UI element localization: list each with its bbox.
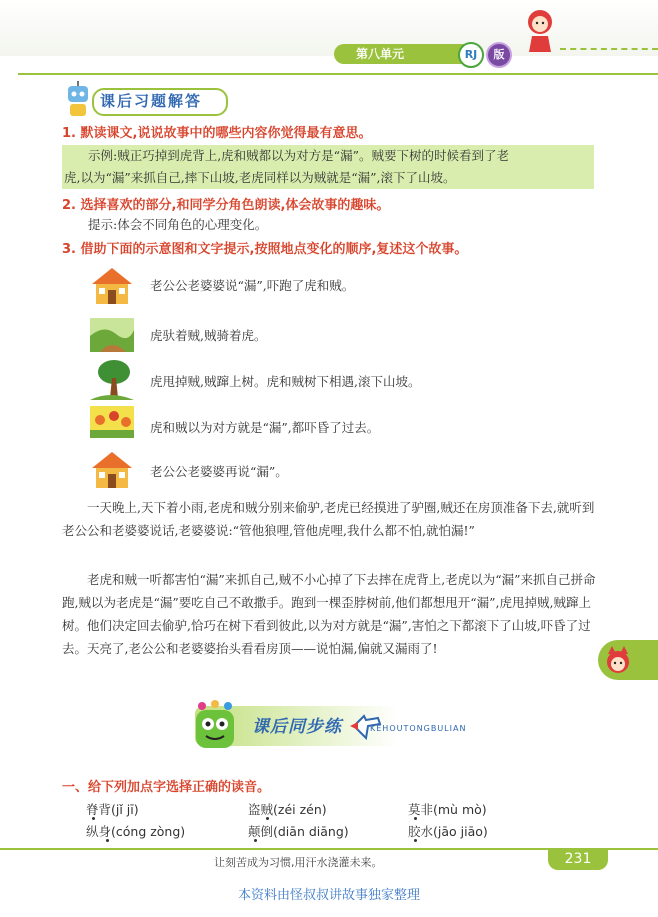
emphasis-dot <box>414 817 417 820</box>
answer-1-line-2: 虎,以为“漏”来抓自己,摔下山坡,老虎同样以为贼就是“漏”,滚下了山坡。 <box>64 170 456 185</box>
question-2-title: 2. 选择喜欢的部分,和同学分角色朗读,体会故事的趣味。 <box>62 198 390 213</box>
emphasis-dot <box>414 839 417 842</box>
tree-icon <box>90 358 134 400</box>
page-number: 231 <box>548 848 608 870</box>
emphasis-dot <box>106 839 109 842</box>
exercise-item: 莫非(mù mò) <box>408 802 487 817</box>
header-decoration <box>560 48 658 52</box>
story-paragraph-2: 老虎和贼一听都害怕“漏”来抓自己,贼不小心掉了下去摔在虎背上,老虎以为“漏”来抓自己拼命跑,贼以为老虎是“漏”要吃自己不敢撒手。跑到一棵歪脖树前,他们都想甩开“漏”,虎甩掉贼,贼蹿上树。他们决定回去偷驴,恰巧在树下看到彼此,以为对方就是“漏”,害怕之下都滚下了山坡,吓昏了过去。天亮了,老公公和老婆婆抬头看看房顶——说怕漏,偏就又漏雨了! <box>62 572 596 656</box>
section-title: 课后习题解答 <box>100 92 203 110</box>
fox-mascot-icon <box>602 644 634 676</box>
answer-2-line-1: 提示:体会不同角色的心理变化。 <box>88 217 268 232</box>
house-icon <box>90 448 134 490</box>
edition-badge: RJ <box>458 42 484 68</box>
story-step-3: 虎甩掉贼,贼蹿上树。虎和贼树下相遇,滚下山坡。 <box>150 374 421 389</box>
practice-pinyin: KEHOUTONGBULIAN <box>370 724 467 733</box>
story-paragraph-1: 一天晚上,天下着小雨,老虎和贼分别来偷驴,老虎已经摸进了驴圈,贼还在房顶准备下去,就听到老公公和老婆婆说话,老婆婆说:“管他狼哩,管他虎哩,我什么都不怕,就怕漏!” <box>62 500 595 538</box>
exercise-item: 脊背(jǐ jī) <box>86 802 139 817</box>
footer-motto: 让刻苦成为习惯,用汗水浇灌未来。 <box>214 856 383 869</box>
story-step-5: 老公公老婆婆再说“漏”。 <box>150 464 288 479</box>
exercise-item: 颠倒(diān diāng) <box>248 824 349 839</box>
story-step-1: 老公公老婆婆说“漏”,吓跑了虎和贼。 <box>150 278 355 293</box>
flowers-icon <box>90 406 134 438</box>
exercise-item: 胶水(jāo jiāo) <box>408 824 488 839</box>
emphasis-dot <box>266 817 269 820</box>
header-rule <box>18 73 658 75</box>
robot-icon <box>60 80 96 120</box>
unit-label: 第八单元 <box>356 47 405 61</box>
exercise-item: 纵身(cóng zòng) <box>86 824 186 839</box>
question-1-title: 1. 默读课文,说说故事中的哪些内容你觉得最有意思。 <box>62 126 372 141</box>
girl-mascot-icon <box>520 6 560 54</box>
watermark: 本资料由怪叔叔讲故事独家整理 <box>237 888 420 903</box>
exercise-title: 一、给下列加点字选择正确的读音。 <box>62 780 271 795</box>
story-step-2: 虎驮着贼,贼骑着虎。 <box>150 328 267 343</box>
practice-title: 课后同步练 <box>252 717 342 737</box>
edition-suffix-badge: 版 <box>486 42 512 68</box>
question-3-title: 3. 借助下面的示意图和文字提示,按照地点变化的顺序,复述这个故事。 <box>62 242 468 257</box>
story-step-4: 虎和贼以为对方就是“漏”,都吓昏了过去。 <box>150 420 380 435</box>
emphasis-dot <box>92 817 95 820</box>
house-icon <box>90 264 134 306</box>
hill-icon <box>90 318 134 352</box>
emphasis-dot <box>254 839 257 842</box>
green-monster-icon <box>190 700 240 752</box>
answer-1-line-1: 示例:贼正巧掉到虎背上,虎和贼都以为对方是“漏”。贼要下树的时候看到了老 <box>88 148 509 163</box>
exercise-item: 盗贼(zéi zén) <box>248 802 327 817</box>
